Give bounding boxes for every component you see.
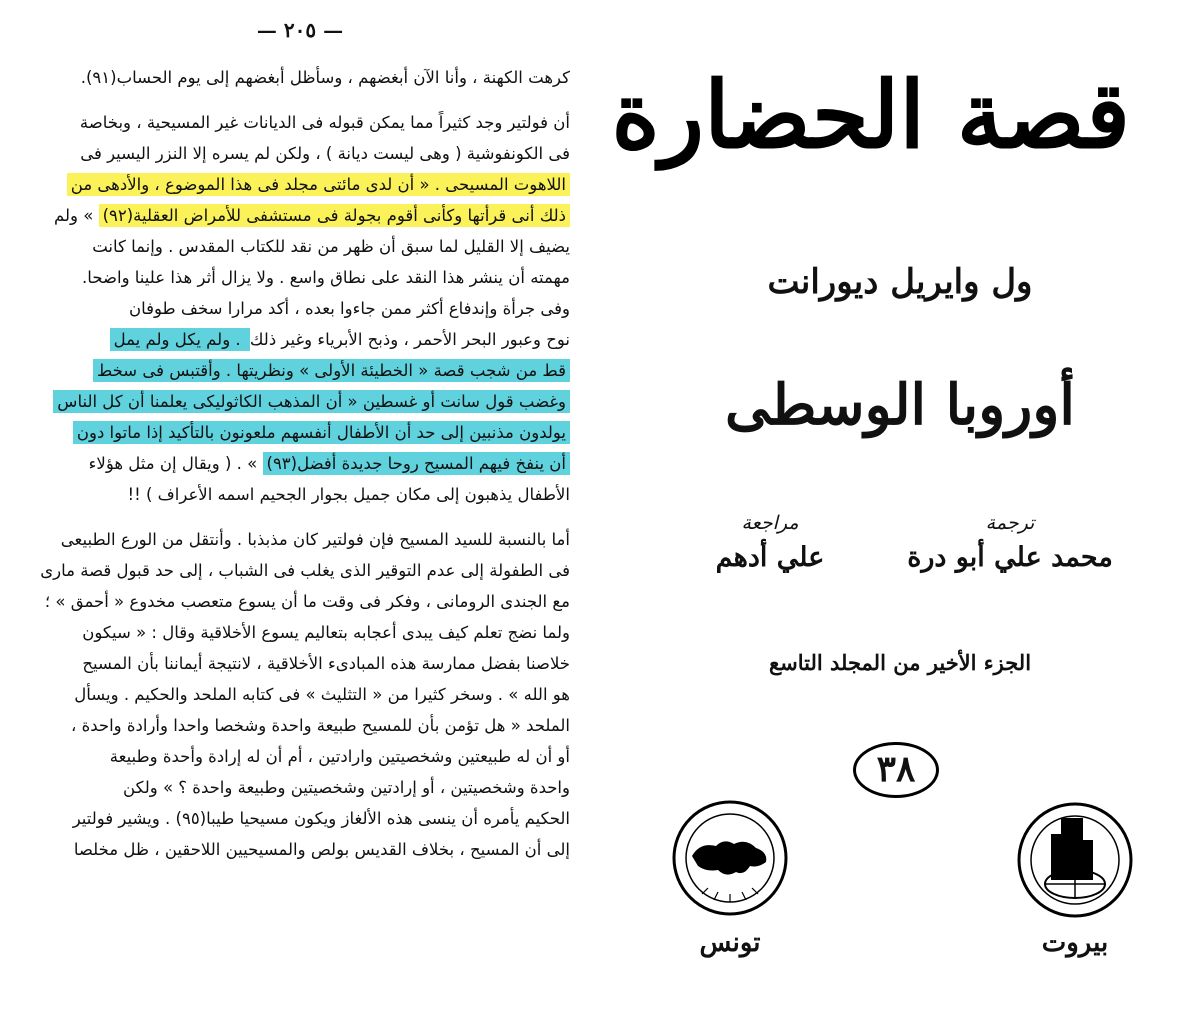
text-line [40,324,570,355]
highlighted-text: . ولم يكل ولم يمل [110,328,250,351]
translation-credit [900,512,1120,573]
volume-number: ٣٨ [853,742,939,798]
text-segment: كرهت الكهنة ، وأنا الآن أبغضهم ، وسأظل أبغضهم إلى يوم الحساب(٩١). [80,68,570,87]
text-line [40,586,570,617]
translator-name: محمد علي أبو درة [907,542,1113,573]
text-line [40,479,570,510]
text-segment: واحدة وشخصيتين ، أو إرادتين وشخصيتين وطبيعة واحدة ؟ » ولكن [123,778,570,797]
text-line [40,355,570,386]
text-segment: نوح وعبور البحر الأحمر ، وذبح الأبرياء وغير ذلك [249,330,570,349]
text-line [40,772,570,803]
text-line [40,834,570,865]
highlighted-text: ذلك أنى قرأتها وكأنى أقوم بجولة فى مستشفى للأمراض العقلية(٩٢) [99,204,570,227]
text-line [40,62,570,93]
right-page-cover [600,0,1200,1010]
text-line [40,741,570,772]
text-line [40,417,570,448]
highlighted-text: يولدون مذنبين إلى حد أن الأطفال أنفسهم ملعونون بالتأكيد إذا ماتوا دون [73,421,570,444]
text-line [40,648,570,679]
text-segment: أن فولتير وجد كثيراً مما يمكن قبوله فى الديانات غير المسيحية ، وبخاصة [79,113,570,132]
text-segment: فى الكونفوشية ( وهى ليست ديانة ) ، ولكن لم يسره إلا النزر اليسير فى [80,144,570,163]
text-segment: الحكيم يأمره أن ينسى هذه الألغاز ويكون مسيحيا طيبا(٩٥) . ويشير فولتير [72,809,570,828]
text-segment: أو أن له طبيعتين وشخصيتين وارادتين ، أم أن له إرادة وأحدة وطبيعة [109,747,570,766]
translation-label: ترجمة [985,512,1035,534]
author-name: ول وايريل ديورانت [767,262,1033,302]
text-line [40,138,570,169]
series-title: قصة الحضارة [611,61,1130,169]
text-line [40,200,570,231]
volume-part: الجزء الأخير من المجلد التاسع [768,650,1032,675]
highlighted-text: أن ينفخ فيهم المسيح روحا جديدة أفضل(٩٣) [263,452,571,475]
reviewer-name: علي أدهم [715,542,825,573]
text-segment: » . ( ويقال إن مثل هؤلاء [88,454,263,473]
volume-title: أوروبا الوسطى [725,372,1075,438]
review-label: مراجعة [741,512,799,534]
text-segment: خلاصنا بفضل ممارسة هذه المبادىء الأخلاقية ، لانتيجة أيماننا بأن المسيح [82,654,570,673]
text-line [40,710,570,741]
text-line [40,448,570,479]
dar-al-jil-logo [1015,800,1135,920]
text-line [40,617,570,648]
text-line [40,293,570,324]
page-number: — ٢٠٥ — [256,18,344,42]
publisher-city-tunis: تونس [699,928,761,958]
text-segment: مع الجندى الرومانى ، وفكر فى وقت ما أن يسوع متعصب مخدوع « أحمق » ؛ [44,592,570,611]
text-segment: وفى جرأة وإندفاع أكثر ممن جاءوا بعده ، أكد مرارا سخف طوفان [128,299,570,318]
publisher-city-beirut: بيروت [1041,928,1109,958]
text-line [40,231,570,262]
text-line [40,107,570,138]
text-segment: الأطفال يذهبون إلى مكان جميل بجوار الجحيم اسمه الأعراف ) !! [127,485,570,504]
text-segment: ولما نضج تعلم كيف يبدى أعجابه بتعاليم يسوع الأخلاقية وقال : « سيكون [82,623,570,642]
text-segment: الملحد « هل تؤمن بأن للمسيح طبيعة واحدة وشخصا واحدا وأرادة واحدة ، [71,716,570,735]
text-line [40,524,570,555]
highlighted-text: اللاهوت المسيحى . « أن لدى مائتى مجلد فى هذا الموضوع ، والأدهى من [67,173,570,196]
text-segment: مهمته أن ينشر هذا النقد على نطاق واسع . ولا يزال أثر هذا علينا واضحا. [82,268,570,287]
highlighted-text: قط من شجب قصة « الخطيئة الأولى » ونظريتها . وأقتبس فى سخط [93,359,570,382]
text-segment: » ولم [54,206,99,225]
text-line [40,679,570,710]
text-segment: فى الطفولة إلى عدم التوقير الذى يغلب فى الشباب ، إلى حد قبول قصة مارى [40,561,570,580]
text-segment: هو الله » . وسخر كثيرا من « التثليث » فى كتابه الملحد والحكيم . ويسأل [74,685,570,704]
alecso-logo [670,798,790,918]
review-credit [660,512,880,573]
text-line [40,169,570,200]
text-segment: يضيف إلا القليل لما سبق أن ظهر من نقد للكتاب المقدس . وإنما كانت [92,237,570,256]
text-segment: أما بالنسبة للسيد المسيح فإن فولتير كان مذبذبا . وأنتقل من الورع الطبيعى [60,530,570,549]
text-line [40,386,570,417]
text-line [40,803,570,834]
highlighted-text: وغضب قول سانت أو غسطين « أن المذهب الكاثوليكى يعلمنا أن كل الناس [53,390,570,413]
body-text [40,62,570,865]
text-segment: إلى أن المسيح ، بخلاف القديس بولص والمسيحيين اللاحقين ، ظل مخلصا [73,840,570,859]
text-line [40,555,570,586]
text-line [40,262,570,293]
